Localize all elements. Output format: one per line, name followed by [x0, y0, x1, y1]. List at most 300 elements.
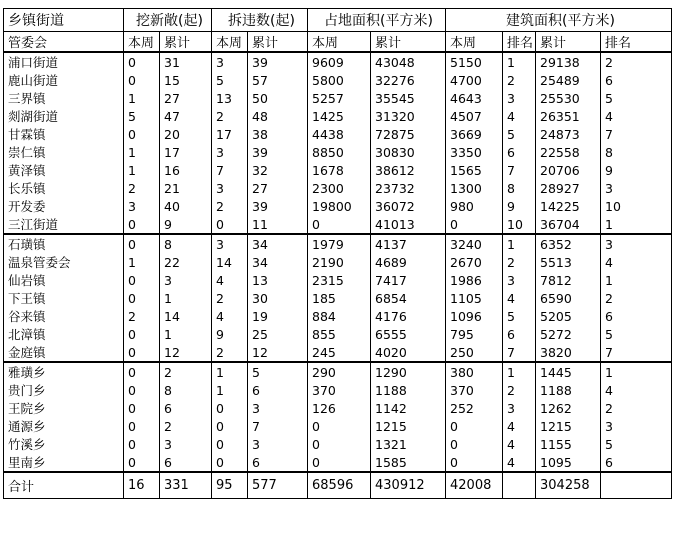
header-row-1: [4, 9, 672, 32]
excavation-week-cell: 2: [124, 179, 160, 197]
building-week-rank-cell: 2: [503, 381, 536, 399]
building-cum-rank-cell: 5: [601, 89, 672, 107]
excavation-cum-cell: 40: [160, 197, 212, 215]
header-land-week: 本周: [308, 32, 371, 53]
building-week-cell: 4507: [446, 107, 503, 125]
table-row: [4, 399, 672, 417]
building-cum-rank-cell: 6: [601, 307, 672, 325]
header-bld-cum: 累计: [536, 32, 601, 53]
excavation-cum-cell: 1: [160, 289, 212, 307]
excavation-week-cell: 0: [124, 71, 160, 89]
land-cum-cell: 23732: [371, 179, 446, 197]
building-cum-rank-cell: 8: [601, 143, 672, 161]
demolition-week-cell: 2: [212, 107, 248, 125]
land-cum-cell: 1142: [371, 399, 446, 417]
excavation-cum-cell: 15: [160, 71, 212, 89]
table-row: [4, 89, 672, 107]
building-cum-cell: 28927: [536, 179, 601, 197]
building-week-rank-cell: 6: [503, 325, 536, 343]
excavation-week-cell: 0: [124, 52, 160, 71]
demolition-cum-cell: 34: [248, 253, 308, 271]
land-cum-cell: 1290: [371, 362, 446, 381]
building-cum-rank-cell: 3: [601, 234, 672, 253]
land-cum-cell: 4689: [371, 253, 446, 271]
building-week-cell: 0: [446, 417, 503, 435]
land-week-cell: 5257: [308, 89, 371, 107]
building-cum-cell: 1155: [536, 435, 601, 453]
excavation-week-cell: 1: [124, 253, 160, 271]
building-week-rank-cell: 6: [503, 143, 536, 161]
header-exc-cum: 累计: [160, 32, 212, 53]
land-week-cell: 1678: [308, 161, 371, 179]
table-row: [4, 71, 672, 89]
land-cum-cell: 7417: [371, 271, 446, 289]
excavation-cum-cell: 27: [160, 89, 212, 107]
table-row: [4, 381, 672, 399]
excavation-week-cell: 3: [124, 197, 160, 215]
demolition-week-cell: 0: [212, 435, 248, 453]
land-week-cell: 19800: [308, 197, 371, 215]
building-cum-rank-cell: 9: [601, 161, 672, 179]
land-week-cell: 1425: [308, 107, 371, 125]
excavation-cum-cell: 14: [160, 307, 212, 325]
total-building-cum-rank-cell: [601, 472, 672, 499]
building-week-rank-cell: 1: [503, 52, 536, 71]
demolition-cum-cell: 39: [248, 143, 308, 161]
land-week-cell: 9609: [308, 52, 371, 71]
demolition-week-cell: 3: [212, 143, 248, 161]
region-name-cell: 仙岩镇: [4, 271, 124, 289]
table-row: [4, 197, 672, 215]
building-cum-rank-cell: 1: [601, 215, 672, 234]
building-cum-rank-cell: 2: [601, 289, 672, 307]
building-cum-rank-cell: 2: [601, 399, 672, 417]
excavation-week-cell: 0: [124, 325, 160, 343]
excavation-cum-cell: 3: [160, 271, 212, 289]
building-week-cell: 3350: [446, 143, 503, 161]
region-name-cell: 石璜镇: [4, 234, 124, 253]
demolition-week-cell: 0: [212, 215, 248, 234]
total-land-cum-cell: 430912: [371, 472, 446, 499]
building-cum-rank-cell: 4: [601, 381, 672, 399]
excavation-week-cell: 0: [124, 417, 160, 435]
land-week-cell: 884: [308, 307, 371, 325]
building-cum-cell: 25530: [536, 89, 601, 107]
excavation-cum-cell: 6: [160, 399, 212, 417]
demolition-cum-cell: 19: [248, 307, 308, 325]
building-cum-rank-cell: 7: [601, 343, 672, 362]
excavation-week-cell: 0: [124, 234, 160, 253]
total-building-week-cell: 42008: [446, 472, 503, 499]
excavation-week-cell: 0: [124, 271, 160, 289]
building-cum-cell: 1445: [536, 362, 601, 381]
land-week-cell: 185: [308, 289, 371, 307]
building-week-rank-cell: 2: [503, 71, 536, 89]
land-cum-cell: 6555: [371, 325, 446, 343]
excavation-cum-cell: 9: [160, 215, 212, 234]
total-demolition-week-cell: 95: [212, 472, 248, 499]
building-week-rank-cell: 1: [503, 362, 536, 381]
building-cum-cell: 24873: [536, 125, 601, 143]
region-name-cell: 里南乡: [4, 453, 124, 472]
demolition-week-cell: 3: [212, 179, 248, 197]
demolition-cum-cell: 32: [248, 161, 308, 179]
land-cum-cell: 43048: [371, 52, 446, 71]
building-week-cell: 1986: [446, 271, 503, 289]
building-week-cell: 0: [446, 215, 503, 234]
demolition-week-cell: 4: [212, 307, 248, 325]
excavation-cum-cell: 8: [160, 234, 212, 253]
demolition-week-cell: 0: [212, 417, 248, 435]
land-week-cell: 8850: [308, 143, 371, 161]
building-week-cell: 980: [446, 197, 503, 215]
header-bld-week: 本周: [446, 32, 503, 53]
region-name-cell: 开发委: [4, 197, 124, 215]
demolition-cum-cell: 39: [248, 197, 308, 215]
demolition-week-cell: 0: [212, 399, 248, 417]
excavation-cum-cell: 6: [160, 453, 212, 472]
total-row: [4, 472, 672, 499]
excavation-week-cell: 0: [124, 453, 160, 472]
excavation-cum-cell: 8: [160, 381, 212, 399]
building-cum-cell: 22558: [536, 143, 601, 161]
building-cum-cell: 6590: [536, 289, 601, 307]
building-week-cell: 370: [446, 381, 503, 399]
region-name-cell: 长乐镇: [4, 179, 124, 197]
land-cum-cell: 31320: [371, 107, 446, 125]
region-name-cell: 浦口街道: [4, 52, 124, 71]
demolition-cum-cell: 27: [248, 179, 308, 197]
building-cum-rank-cell: 2: [601, 52, 672, 71]
demolition-week-cell: 3: [212, 234, 248, 253]
building-cum-rank-cell: 4: [601, 253, 672, 271]
region-name-cell: 雅璜乡: [4, 362, 124, 381]
demolition-week-cell: 7: [212, 161, 248, 179]
building-week-rank-cell: 3: [503, 399, 536, 417]
header-dem-week: 本周: [212, 32, 248, 53]
land-week-cell: 290: [308, 362, 371, 381]
total-building-cum-cell: 304258: [536, 472, 601, 499]
building-week-rank-cell: 7: [503, 343, 536, 362]
building-week-rank-cell: 3: [503, 89, 536, 107]
building-cum-rank-cell: 6: [601, 453, 672, 472]
building-week-rank-cell: 4: [503, 107, 536, 125]
land-week-cell: 4438: [308, 125, 371, 143]
building-cum-cell: 26351: [536, 107, 601, 125]
land-week-cell: 126: [308, 399, 371, 417]
land-cum-cell: 4020: [371, 343, 446, 362]
region-name-cell: 鹿山街道: [4, 71, 124, 89]
demolition-cum-cell: 57: [248, 71, 308, 89]
building-cum-cell: 20706: [536, 161, 601, 179]
table-row: [4, 125, 672, 143]
building-week-rank-cell: 5: [503, 125, 536, 143]
building-week-cell: 1105: [446, 289, 503, 307]
excavation-cum-cell: 12: [160, 343, 212, 362]
building-cum-rank-cell: 6: [601, 71, 672, 89]
building-week-cell: 0: [446, 453, 503, 472]
building-week-rank-cell: 10: [503, 215, 536, 234]
demolition-week-cell: 1: [212, 381, 248, 399]
land-week-cell: 0: [308, 417, 371, 435]
excavation-cum-cell: 31: [160, 52, 212, 71]
building-week-cell: 3669: [446, 125, 503, 143]
region-name-cell: 温泉管委会: [4, 253, 124, 271]
region-name-cell: 北漳镇: [4, 325, 124, 343]
demolition-week-cell: 14: [212, 253, 248, 271]
building-cum-rank-cell: 10: [601, 197, 672, 215]
land-week-cell: 245: [308, 343, 371, 362]
total-region-name-cell: 合计: [4, 472, 124, 499]
region-name-cell: 贵门乡: [4, 381, 124, 399]
excavation-week-cell: 1: [124, 161, 160, 179]
table-row: [4, 289, 672, 307]
building-cum-rank-cell: 5: [601, 325, 672, 343]
excavation-cum-cell: 47: [160, 107, 212, 125]
building-cum-cell: 5205: [536, 307, 601, 325]
header-region-line2: 管委会: [4, 32, 124, 53]
region-name-cell: 通源乡: [4, 417, 124, 435]
demolition-cum-cell: 3: [248, 435, 308, 453]
land-cum-cell: 4176: [371, 307, 446, 325]
excavation-week-cell: 2: [124, 307, 160, 325]
demolition-cum-cell: 25: [248, 325, 308, 343]
excavation-cum-cell: 21: [160, 179, 212, 197]
total-land-week-cell: 68596: [308, 472, 371, 499]
building-week-cell: 2670: [446, 253, 503, 271]
demolition-week-cell: 2: [212, 289, 248, 307]
demolition-week-cell: 0: [212, 453, 248, 472]
region-name-cell: 下王镇: [4, 289, 124, 307]
demolition-cum-cell: 48: [248, 107, 308, 125]
land-cum-cell: 6854: [371, 289, 446, 307]
building-cum-cell: 1188: [536, 381, 601, 399]
table-row: [4, 253, 672, 271]
header-land-cum: 累计: [371, 32, 446, 53]
demolition-week-cell: 13: [212, 89, 248, 107]
building-week-cell: 795: [446, 325, 503, 343]
demolition-cum-cell: 6: [248, 453, 308, 472]
table-row: [4, 107, 672, 125]
region-name-cell: 三江街道: [4, 215, 124, 234]
total-demolition-cum-cell: 577: [248, 472, 308, 499]
excavation-week-cell: 0: [124, 125, 160, 143]
demolition-cum-cell: 5: [248, 362, 308, 381]
building-week-rank-cell: 5: [503, 307, 536, 325]
demolition-cum-cell: 38: [248, 125, 308, 143]
building-week-rank-cell: 4: [503, 289, 536, 307]
building-cum-rank-cell: 1: [601, 271, 672, 289]
demolition-week-cell: 2: [212, 197, 248, 215]
header-excavation: 挖新敞(起): [124, 9, 212, 32]
building-week-rank-cell: 2: [503, 253, 536, 271]
land-cum-cell: 1215: [371, 417, 446, 435]
land-cum-cell: 41013: [371, 215, 446, 234]
table-row: [4, 307, 672, 325]
excavation-cum-cell: 1: [160, 325, 212, 343]
demolition-week-cell: 2: [212, 343, 248, 362]
excavation-cum-cell: 3: [160, 435, 212, 453]
land-cum-cell: 1321: [371, 435, 446, 453]
building-cum-cell: 1262: [536, 399, 601, 417]
building-cum-cell: 5272: [536, 325, 601, 343]
building-week-cell: 380: [446, 362, 503, 381]
building-cum-cell: 1215: [536, 417, 601, 435]
excavation-cum-cell: 20: [160, 125, 212, 143]
statistics-table: [3, 8, 672, 499]
demolition-cum-cell: 34: [248, 234, 308, 253]
land-week-cell: 1979: [308, 234, 371, 253]
excavation-week-cell: 0: [124, 289, 160, 307]
building-cum-rank-cell: 7: [601, 125, 672, 143]
header-dem-cum: 累计: [248, 32, 308, 53]
building-cum-cell: 36704: [536, 215, 601, 234]
excavation-week-cell: 0: [124, 215, 160, 234]
land-cum-cell: 1188: [371, 381, 446, 399]
region-name-cell: 黄泽镇: [4, 161, 124, 179]
demolition-cum-cell: 30: [248, 289, 308, 307]
region-name-cell: 三界镇: [4, 89, 124, 107]
region-name-cell: 竹溪乡: [4, 435, 124, 453]
land-week-cell: 855: [308, 325, 371, 343]
demolition-cum-cell: 11: [248, 215, 308, 234]
land-cum-cell: 35545: [371, 89, 446, 107]
demolition-week-cell: 1: [212, 362, 248, 381]
land-cum-cell: 4137: [371, 234, 446, 253]
excavation-cum-cell: 2: [160, 417, 212, 435]
header-land-area: 占地面积(平方米): [308, 9, 446, 32]
land-week-cell: 5800: [308, 71, 371, 89]
building-week-rank-cell: 8: [503, 179, 536, 197]
demolition-week-cell: 17: [212, 125, 248, 143]
table-row: [4, 343, 672, 362]
header-bld-week-rank: 排名: [503, 32, 536, 53]
building-week-cell: 250: [446, 343, 503, 362]
building-week-cell: 1565: [446, 161, 503, 179]
building-week-rank-cell: 4: [503, 435, 536, 453]
excavation-cum-cell: 22: [160, 253, 212, 271]
excavation-week-cell: 0: [124, 343, 160, 362]
demolition-week-cell: 9: [212, 325, 248, 343]
region-name-cell: 甘霖镇: [4, 125, 124, 143]
land-cum-cell: 1585: [371, 453, 446, 472]
building-week-rank-cell: 7: [503, 161, 536, 179]
demolition-week-cell: 3: [212, 52, 248, 71]
land-week-cell: 0: [308, 215, 371, 234]
building-week-cell: 0: [446, 435, 503, 453]
table-row: [4, 417, 672, 435]
building-cum-cell: 6352: [536, 234, 601, 253]
table-row: [4, 215, 672, 234]
region-name-cell: 崇仁镇: [4, 143, 124, 161]
header-region-line1: 乡镇街道: [4, 9, 124, 32]
building-cum-cell: 3820: [536, 343, 601, 362]
table-row: [4, 52, 672, 71]
table-row: [4, 325, 672, 343]
table-row: [4, 435, 672, 453]
building-week-cell: 1096: [446, 307, 503, 325]
excavation-week-cell: 1: [124, 143, 160, 161]
building-week-cell: 1300: [446, 179, 503, 197]
building-week-cell: 4700: [446, 71, 503, 89]
header-demolition: 拆违数(起): [212, 9, 308, 32]
excavation-cum-cell: 17: [160, 143, 212, 161]
land-cum-cell: 30830: [371, 143, 446, 161]
building-cum-cell: 29138: [536, 52, 601, 71]
land-week-cell: 2190: [308, 253, 371, 271]
building-cum-cell: 5513: [536, 253, 601, 271]
land-week-cell: 2300: [308, 179, 371, 197]
building-cum-rank-cell: 1: [601, 362, 672, 381]
excavation-week-cell: 0: [124, 362, 160, 381]
building-cum-cell: 25489: [536, 71, 601, 89]
demolition-cum-cell: 6: [248, 381, 308, 399]
building-week-rank-cell: 4: [503, 453, 536, 472]
building-week-rank-cell: 1: [503, 234, 536, 253]
region-name-cell: 王院乡: [4, 399, 124, 417]
building-cum-rank-cell: 3: [601, 179, 672, 197]
building-week-cell: 4643: [446, 89, 503, 107]
land-week-cell: 370: [308, 381, 371, 399]
land-week-cell: 0: [308, 453, 371, 472]
region-name-cell: 剡湖街道: [4, 107, 124, 125]
table-row: [4, 234, 672, 253]
land-cum-cell: 72875: [371, 125, 446, 143]
excavation-week-cell: 5: [124, 107, 160, 125]
building-cum-cell: 14225: [536, 197, 601, 215]
excavation-week-cell: 0: [124, 399, 160, 417]
excavation-week-cell: 0: [124, 435, 160, 453]
region-name-cell: 金庭镇: [4, 343, 124, 362]
region-name-cell: 谷来镇: [4, 307, 124, 325]
land-cum-cell: 32276: [371, 71, 446, 89]
excavation-week-cell: 1: [124, 89, 160, 107]
building-week-rank-cell: 4: [503, 417, 536, 435]
building-cum-rank-cell: 3: [601, 417, 672, 435]
demolition-cum-cell: 39: [248, 52, 308, 71]
total-excavation-cum-cell: 331: [160, 472, 212, 499]
excavation-cum-cell: 16: [160, 161, 212, 179]
demolition-week-cell: 4: [212, 271, 248, 289]
land-cum-cell: 38612: [371, 161, 446, 179]
building-cum-rank-cell: 4: [601, 107, 672, 125]
building-week-cell: 252: [446, 399, 503, 417]
table-row: [4, 271, 672, 289]
demolition-cum-cell: 50: [248, 89, 308, 107]
building-week-rank-cell: 3: [503, 271, 536, 289]
building-week-rank-cell: 9: [503, 197, 536, 215]
demolition-week-cell: 5: [212, 71, 248, 89]
building-cum-cell: 7812: [536, 271, 601, 289]
land-cum-cell: 36072: [371, 197, 446, 215]
header-row-2: [4, 32, 672, 53]
demolition-cum-cell: 12: [248, 343, 308, 362]
excavation-week-cell: 0: [124, 381, 160, 399]
demolition-cum-cell: 13: [248, 271, 308, 289]
land-week-cell: 0: [308, 435, 371, 453]
building-cum-cell: 1095: [536, 453, 601, 472]
land-week-cell: 2315: [308, 271, 371, 289]
demolition-cum-cell: 7: [248, 417, 308, 435]
header-exc-week: 本周: [124, 32, 160, 53]
header-building-area: 建筑面积(平方米): [446, 9, 672, 32]
table-row: [4, 362, 672, 381]
building-week-cell: 3240: [446, 234, 503, 253]
total-building-week-rank-cell: [503, 472, 536, 499]
building-week-cell: 5150: [446, 52, 503, 71]
demolition-cum-cell: 3: [248, 399, 308, 417]
excavation-cum-cell: 2: [160, 362, 212, 381]
